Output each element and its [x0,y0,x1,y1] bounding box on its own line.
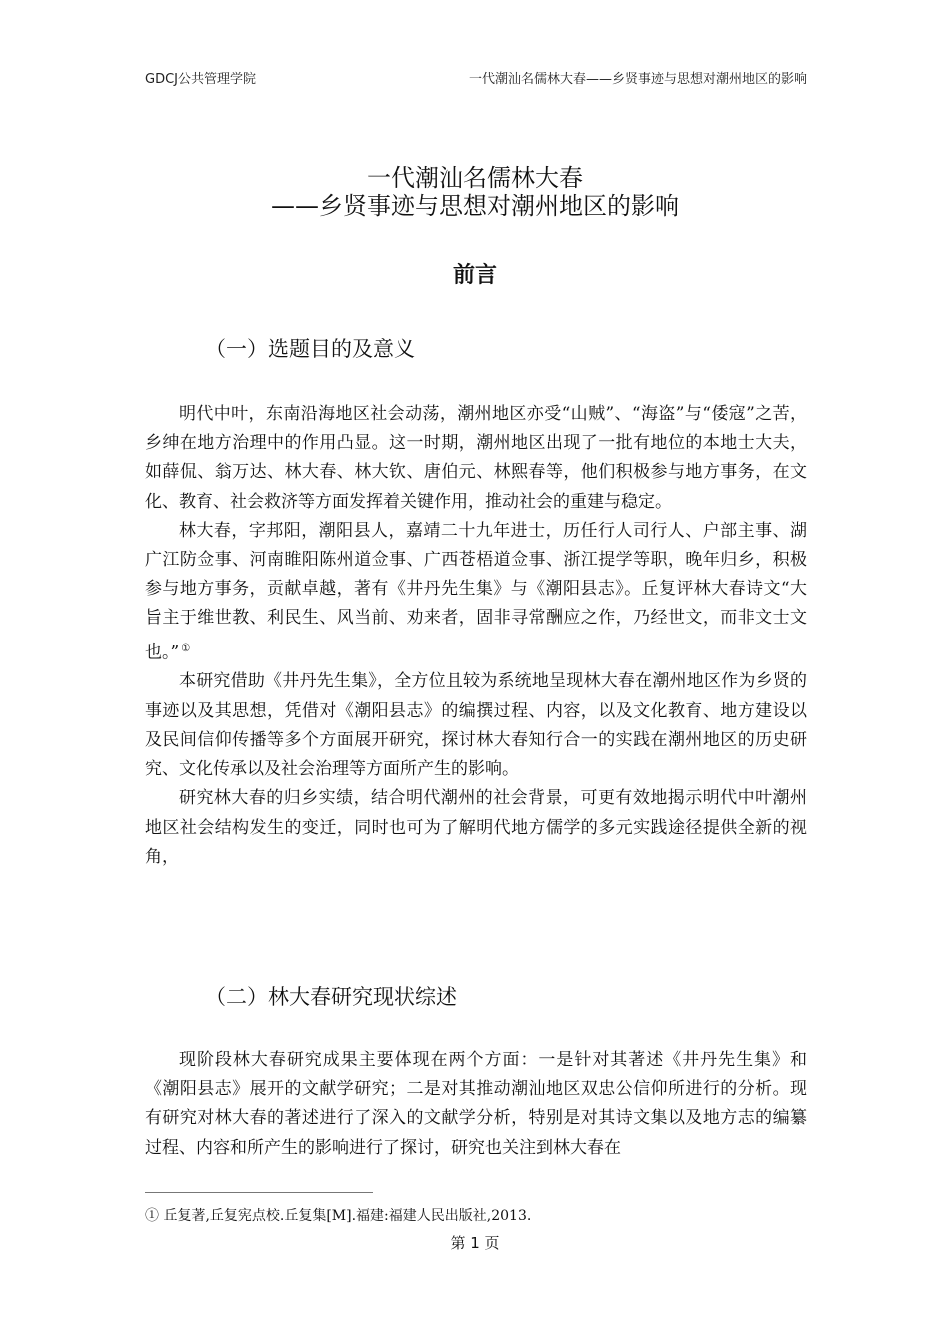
running-header-left: GDCJ公共管理学院 [145,72,256,87]
paragraph: 现阶段林大春研究成果主要体现在两个方面：一是针对其著述《井丹先生集》和《潮阳县志》展开的文献学研究；二是对其推动潮汕地区双忠公信仰所进行的分析。现有研究对林大春的著述进行了深入的文献学分析，特别是对其诗文集以及地方志的编纂过程、内容和所产生的影响进行了探讨，研究也关注到林大春在 [145,1050,807,1158]
footnote: ① 丘复著,丘复宪点校.丘复集[M].福建:福建人民出版社,2013. [145,1208,532,1224]
preface-heading: 前言 [452,263,497,288]
paragraph: 本研究借助《井丹先生集》，全方位且较为系统地呈现林大春在潮州地区作为乡贤的事迹以及其思想，凭借对《潮阳县志》的编撰过程、内容，以及文化教育、地方建设以及民间信仰传播等多个方面展开研究，探讨林大春知行合一的实践在潮州地区的历史研究、文化传承以及社会治理等方面所产生的影响。 [145,671,807,780]
section-1-body [145,400,807,872]
section-2-heading: （二）林大春研究现状综述 [205,985,457,1009]
page-number: 第 1 页 [450,1234,500,1252]
paragraph: 明代中叶，东南沿海地区社会动荡，潮州地区亦受“山贼”、“海盗”与“倭寇”之苦，乡绅在地方治理中的作用凸显。这一时期，潮州地区出现了一批有地位的本地士大夫，如薛侃、翁万达、林大春、林大钦、唐伯元、林熙春等，他们积极参与地方事务，在文化、教育、社会救济等方面发挥着关键作用，推动社会的重建与稳定。 [145,404,807,512]
footnote-reference[interactable]: ① [181,642,191,654]
section-2-body [145,1046,807,1163]
paragraph [145,517,807,668]
footnote-separator [145,1192,373,1193]
document-title: 一代潮汕名儒林大春 [367,164,583,192]
paragraph-text: 林大春，字邦阳，潮阳县人，嘉靖二十九年进士，历任行人司行人、户部主事、湖广江防佥事、河南睢阳陈州道佥事、广西苍梧道佥事、浙江提学等职，晚年归乡，积极参与地方事务，贡献卓越，著有《井丹先生集》与《潮阳县志》。丘复评林大春诗文“大旨主于维世教、利民生、风当前、劝来者，固非寻常酬应之作，乃经世文，而非文士文也。” [145,520,807,663]
paragraph: 研究林大春的归乡实绩，结合明代潮州的社会背景，可更有效地揭示明代中叶潮州地区社会结构发生的变迁，同时也可为了解明代地方儒学的多元实践途径提供全新的视角， [145,788,807,867]
document-subtitle: ——乡贤事迹与思想对潮州地区的影响 [271,192,679,220]
section-1-heading: （一）选题目的及意义 [205,337,415,361]
running-header-right: 一代潮汕名儒林大春——乡贤事迹与思想对潮州地区的影响 [468,72,807,87]
